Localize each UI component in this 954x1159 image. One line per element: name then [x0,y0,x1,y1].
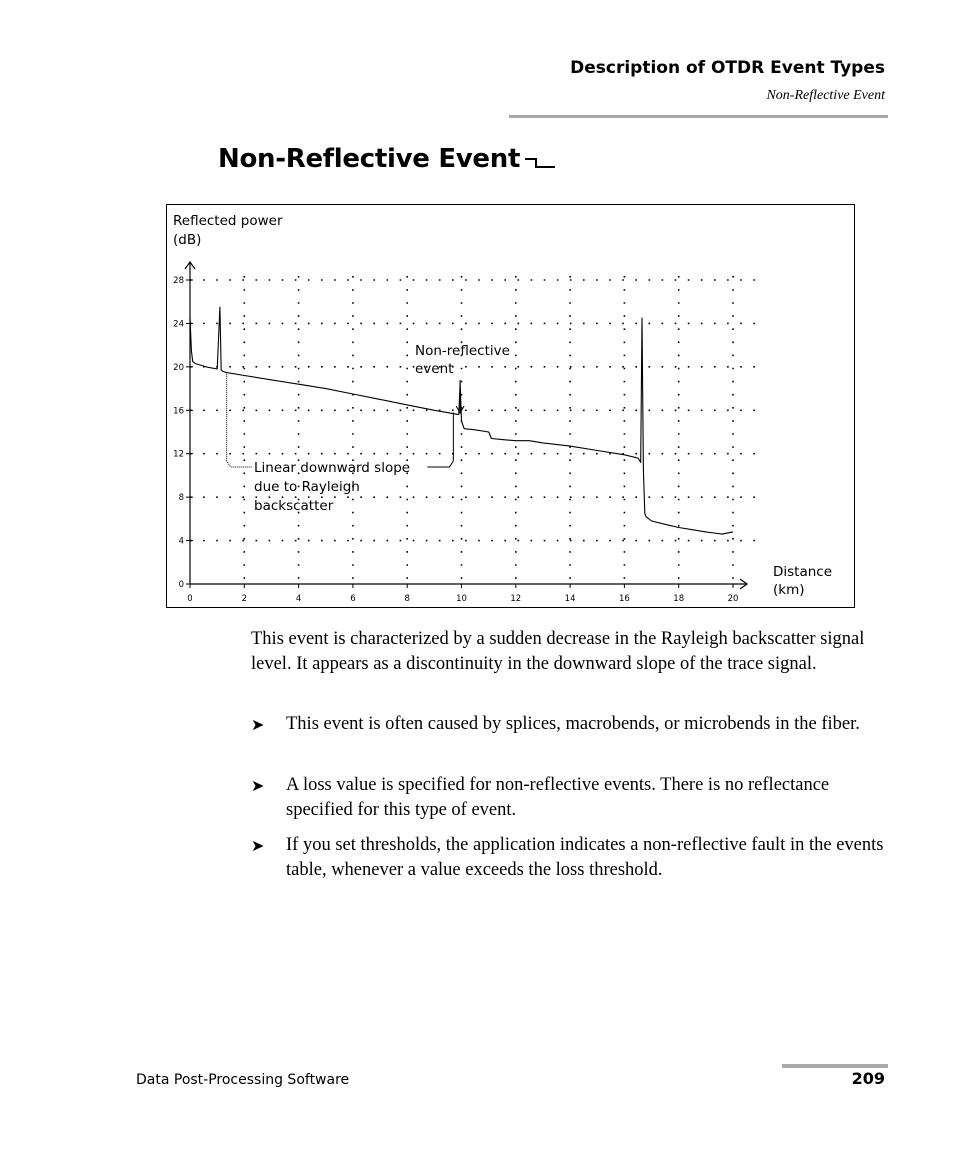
event-annotation: Non-reflective [415,343,510,359]
bullet-text: A loss value is specified for non-reflective events. There is no reflectance specified for this type of event. [286,775,830,820]
x-tick-label: 6 [350,594,356,604]
event-annotation-line2: event [415,361,454,377]
x-axis-label: Distance [773,564,833,580]
bullet-text: If you set thresholds, the application indicates a non-reflective fault in the events table, whenever a value exceeds the loss threshold. [286,835,884,880]
slope-annotation: Linear downward slope [254,460,411,476]
bullet-text: This event is often caused by splices, macrobends, or microbends in the fiber. [286,714,860,734]
y-tick-label: 12 [173,449,184,460]
slope-leader-right [427,412,453,467]
y-tick-label: 24 [173,319,184,330]
x-tick-label: 8 [404,594,410,604]
x-tick-label: 16 [618,594,630,604]
y-axis-label: Reflected power [173,213,283,229]
y-tick-label: 4 [178,536,184,547]
y-tick-label: 28 [173,276,184,286]
x-tick-label: 2 [241,594,248,604]
y-tick-label: 8 [178,493,184,504]
slope-annotation-line2: due to Rayleigh [254,479,360,495]
page-title: Non-Reflective Event [218,144,521,174]
otdr-trace-chart [167,205,856,609]
subsection-title: Non-Reflective Event [766,88,885,103]
arrowhead-bullet-icon: ➤ [251,715,265,734]
x-tick-label: 14 [564,594,576,604]
footer-rule [782,1064,888,1068]
page-number: 209 [851,1069,885,1088]
arrowhead-bullet-icon: ➤ [251,836,265,855]
slope-leader-left [227,372,252,467]
section-title: Description of OTDR Event Types [570,58,885,78]
otdr-trace-figure [166,204,855,608]
x-tick-label: 12 [510,594,522,604]
x-tick-label: 4 [295,594,302,604]
x-tick-label: 0 [187,594,193,604]
y-axis-unit: (dB) [173,232,202,248]
description-paragraph: This event is characterized by a sudden decrease in the Rayleigh backscatter signal level. It appears as a discontinuity in the downward slope of the trace signal. [251,629,865,674]
x-tick-label: 20 [727,594,739,604]
non-reflective-event-icon [524,156,556,172]
y-tick-label: 0 [178,580,184,590]
header-rule [509,115,888,118]
x-tick-label: 10 [456,594,467,604]
x-tick-label: 18 [673,594,685,604]
y-tick-label: 20 [173,362,184,373]
arrowhead-bullet-icon: ➤ [251,776,265,795]
footer-product: Data Post-Processing Software [136,1072,350,1088]
x-axis-unit: (km) [773,582,805,598]
slope-annotation-line3: backscatter [254,498,334,514]
y-tick-label: 16 [173,406,184,417]
